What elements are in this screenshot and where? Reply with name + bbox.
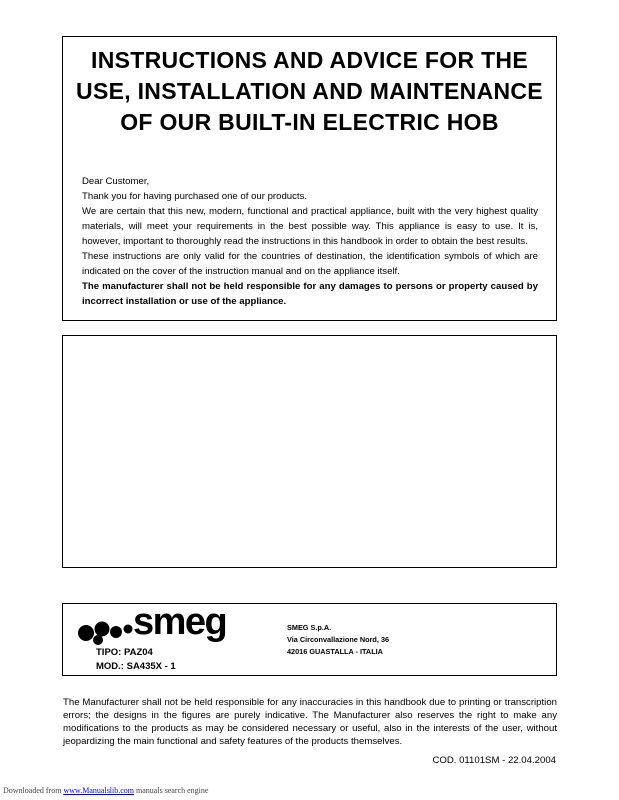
intro-paragraph-1: We are certain that this new, modern, functional and practical appliance, built with the very highest quality materials, will meet your requirements in the best possible way. This appliance is easy to use. It is, however, important to thoroughly read the instructions in this handbook in order to obtain the best results. — [82, 206, 538, 247]
footer-suffix: manuals search engine — [134, 786, 209, 795]
footer-prefix: Downloaded from — [3, 786, 64, 795]
logo-dots-icon — [77, 616, 137, 646]
intro-text — [82, 174, 538, 309]
page-title — [63, 45, 556, 138]
company-city: 42016 GUASTALLA - ITALIA — [287, 647, 383, 656]
logo-wordmark: smeg — [133, 601, 227, 643]
liability-warning: The manufacturer shall not be held responsible for any damages to persons or property caused by incorrect installation or use of the appliance. — [82, 281, 538, 307]
intro-box — [62, 36, 557, 321]
smeg-logo — [77, 601, 247, 644]
brand-box — [62, 603, 557, 676]
company-name: SMEG S.p.A. — [287, 623, 332, 632]
thanks-line: Thank you for having purchased one of our products. — [82, 191, 308, 202]
footer-link[interactable]: www.Manualslib.com — [63, 786, 135, 795]
disclaimer-text: The Manufacturer shall not be held responsible for any inaccuracies in this handbook due to printing or transcription errors; the designs in the figures are purely indicative. The Manufacturer also reserves the right to make any modifications to the products as may be considered necessary or useful, also in the interests of the user, without jeopardizing the main functional and safety features of the products themselves. — [63, 697, 557, 747]
download-footer — [3, 786, 208, 795]
tipo-label: TIPO: PAZ04 — [96, 647, 153, 658]
image-placeholder-box — [62, 335, 557, 568]
model-info — [96, 646, 176, 674]
title-line-3: OF OUR BUILT-IN ELECTRIC HOB — [120, 109, 499, 135]
document-code: COD. 01101SM - 22.04.2004 — [432, 755, 556, 766]
title-line-1: INSTRUCTIONS AND ADVICE FOR THE — [91, 47, 528, 73]
greeting: Dear Customer, — [82, 176, 150, 187]
company-address — [287, 622, 389, 658]
company-street: Via Circonvallazione Nord, 36 — [287, 635, 390, 644]
title-line-2: USE, INSTALLATION AND MAINTENANCE — [76, 78, 543, 104]
mod-label: MOD.: SA435X - 1 — [96, 661, 176, 672]
intro-paragraph-2: These instructions are only valid for the countries of destination, the identification symbols of which are indicated on the cover of the instruction manual and on the appliance itself. — [82, 251, 538, 277]
